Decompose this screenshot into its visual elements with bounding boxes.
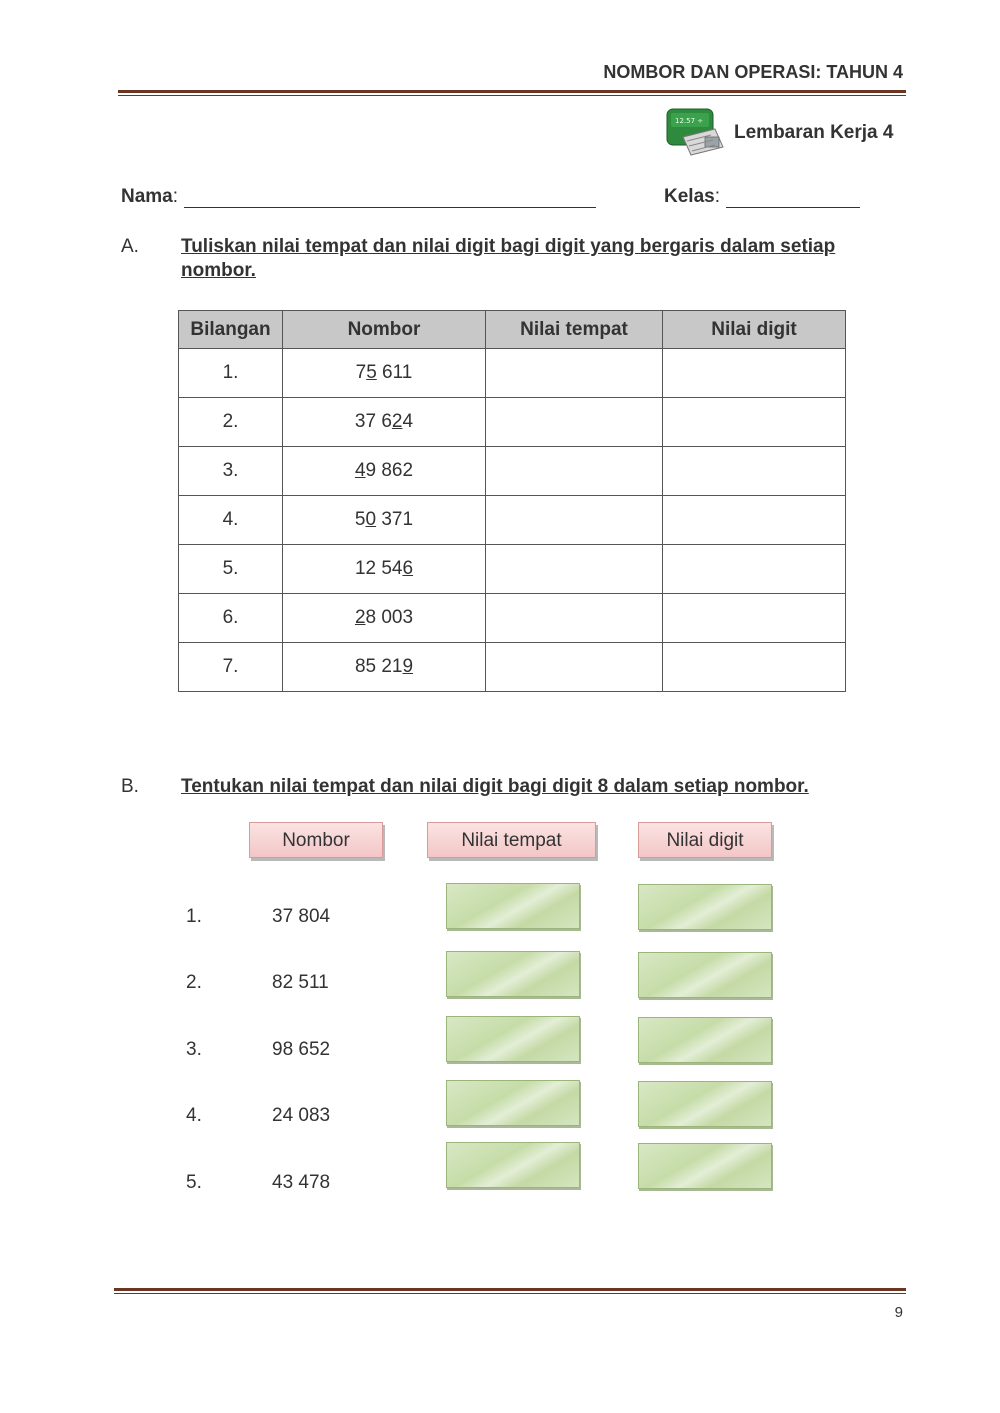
nombor-prefix: 12 54 <box>354 558 403 579</box>
answer-nilai-tempat[interactable] <box>486 594 663 643</box>
underlined-digit: 2 <box>354 607 366 628</box>
row-number: 3. <box>179 447 283 496</box>
underlined-digit: 9 <box>402 656 414 677</box>
section-b-number: 82 511 <box>272 972 329 993</box>
class-label: Kelas <box>664 186 715 207</box>
section-b-number: 24 083 <box>272 1105 331 1126</box>
section-b-number: 98 652 <box>272 1039 331 1060</box>
section-b-header-nilai-tempat: Nilai tempat <box>427 822 596 858</box>
nombor-prefix: 7 <box>355 362 367 383</box>
underlined-digit: 2 <box>391 411 403 432</box>
answer-nilai-digit[interactable] <box>663 496 846 545</box>
calculator-icon <box>665 107 727 157</box>
section-b-row-number: 5. <box>186 1172 202 1193</box>
section-b-row-number: 1. <box>186 906 202 927</box>
svg-text:12.57 ÷: 12.57 ÷ <box>675 117 704 125</box>
table-row <box>179 496 846 545</box>
nombor-suffix: 8 003 <box>365 607 414 628</box>
row-nombor <box>283 349 486 398</box>
answer-nilai-digit[interactable] <box>663 594 846 643</box>
answer-nilai-digit[interactable] <box>663 447 846 496</box>
col-header-nilai-digit: Nilai digit <box>663 311 846 349</box>
footer-divider <box>114 1288 906 1294</box>
answer-nilai-tempat[interactable] <box>486 398 663 447</box>
table-row <box>179 594 846 643</box>
nombor-suffix: 9 862 <box>365 460 414 481</box>
nombor-prefix: 85 21 <box>354 656 403 677</box>
class-separator: : <box>714 186 720 207</box>
section-b-letter: B. <box>121 776 139 797</box>
class-field-row <box>664 186 860 208</box>
row-nombor <box>283 496 486 545</box>
answer-box-nilai-digit[interactable] <box>638 1143 772 1189</box>
answer-nilai-digit[interactable] <box>663 349 846 398</box>
section-b-row-number: 3. <box>186 1039 202 1060</box>
answer-nilai-tempat[interactable] <box>486 447 663 496</box>
answer-box-nilai-digit[interactable] <box>638 1017 772 1063</box>
nombor-suffix: 371 <box>376 509 414 530</box>
table-row <box>179 447 846 496</box>
answer-box-nilai-tempat[interactable] <box>446 1016 580 1062</box>
answer-nilai-tempat[interactable] <box>486 545 663 594</box>
underlined-digit: 4 <box>354 460 366 481</box>
nombor-prefix: 37 6 <box>354 411 392 432</box>
table-row <box>179 545 846 594</box>
row-number: 6. <box>179 594 283 643</box>
row-number: 1. <box>179 349 283 398</box>
row-number: 4. <box>179 496 283 545</box>
answer-box-nilai-tempat[interactable] <box>446 951 580 997</box>
nombor-prefix: 5 <box>354 509 366 530</box>
answer-nilai-digit[interactable] <box>663 545 846 594</box>
header-divider <box>118 90 906 96</box>
nombor-suffix: 611 <box>376 362 413 383</box>
name-separator: : <box>172 186 179 207</box>
page-header-title: NOMBOR DAN OPERASI: TAHUN 4 <box>603 62 903 82</box>
answer-box-nilai-digit[interactable] <box>638 884 772 930</box>
table-row <box>179 398 846 447</box>
section-b-number: 43 478 <box>272 1172 331 1193</box>
answer-nilai-digit[interactable] <box>663 643 846 692</box>
row-nombor <box>283 594 486 643</box>
class-blank[interactable] <box>726 189 860 208</box>
section-b-number: 37 804 <box>272 906 331 927</box>
answer-box-nilai-digit[interactable] <box>638 1081 772 1127</box>
row-number: 7. <box>179 643 283 692</box>
answer-box-nilai-digit[interactable] <box>638 952 772 998</box>
row-nombor <box>283 398 486 447</box>
section-b-header-nilai-digit: Nilai digit <box>638 822 772 858</box>
row-number: 5. <box>179 545 283 594</box>
underlined-digit: 6 <box>402 558 414 579</box>
col-header-nilai-tempat: Nilai tempat <box>486 311 663 349</box>
answer-box-nilai-tempat[interactable] <box>446 883 580 929</box>
answer-box-nilai-tempat[interactable] <box>446 1080 580 1126</box>
underlined-digit: 0 <box>365 509 377 530</box>
page-number: 9 <box>894 1304 903 1321</box>
name-blank[interactable] <box>184 189 596 208</box>
name-label: Nama <box>121 186 173 207</box>
col-header-bilangan: Bilangan <box>179 311 283 349</box>
section-b-row-number: 2. <box>186 972 202 993</box>
table-row <box>179 643 846 692</box>
section-b-header-nombor: Nombor <box>249 822 383 858</box>
section-b-row-number: 4. <box>186 1105 202 1126</box>
section-b-instruction: Tentukan nilai tempat dan nilai digit bagi digit 8 dalam setiap nombor. <box>181 776 809 797</box>
answer-nilai-tempat[interactable] <box>486 349 663 398</box>
section-a-instruction: Tuliskan nilai tempat dan nilai digit bagi digit yang bergaris dalam setiap nombor. <box>181 236 836 281</box>
underlined-digit: 5 <box>366 362 377 383</box>
row-nombor <box>283 447 486 496</box>
answer-nilai-digit[interactable] <box>663 398 846 447</box>
name-field-row <box>121 186 596 208</box>
section-a-letter: A. <box>121 236 139 257</box>
row-nombor <box>283 643 486 692</box>
row-number: 2. <box>179 398 283 447</box>
answer-nilai-tempat[interactable] <box>486 496 663 545</box>
answer-nilai-tempat[interactable] <box>486 643 663 692</box>
section-a-table <box>178 310 846 692</box>
nombor-suffix: 4 <box>402 411 414 432</box>
worksheet-label: Lembaran Kerja 4 <box>734 122 894 143</box>
answer-box-nilai-tempat[interactable] <box>446 1142 580 1188</box>
row-nombor <box>283 545 486 594</box>
col-header-nombor: Nombor <box>283 311 486 349</box>
table-row <box>179 349 846 398</box>
